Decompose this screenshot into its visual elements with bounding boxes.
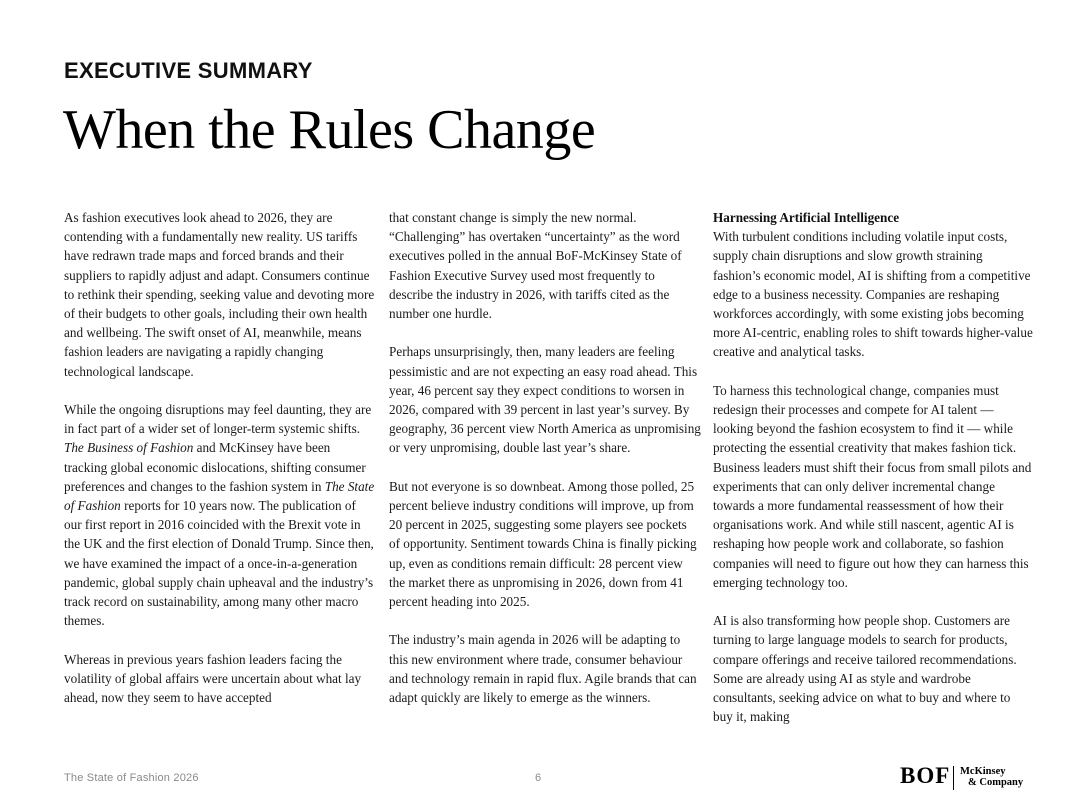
logo-divider [953,766,954,790]
paragraph: The industry’s main agenda in 2026 will be adapting to this new environment where trade, consumer behaviour and technology remain in rapid flux. Agile brands that can adapt quickly are likely to emerge as the winners. [389,632,697,706]
mckinsey-logo-line1: McKinsey [960,766,1006,777]
paragraph: But not everyone is so downbeat. Among those polled, 25 percent believe industry conditions will improve, up from 20 percent in 2025, suggesting some players see pockets of opportunity. Sentiment towards China is finally picking up, even as conditions remain difficult: 28 percent view the market there as unpromising in 2026, down from 41 percent heading into 2025. [389,478,697,610]
text-column-2 [389,208,701,707]
bof-logo: BOF [900,763,951,788]
footer-publication: The State of Fashion 2026 [64,772,199,784]
paragraph: that constant change is simply the new normal. “Challenging” has overtaken “uncertainty” as the word executives polled in the annual BoF-McKinsey State of Fashion Executive Survey used most frequently to describe the industry in 2026, with tariffs cited as the number one hurdle. [389,210,682,322]
mckinsey-logo [960,766,1023,788]
page-number: 6 [535,772,542,784]
text-column-3 [713,208,1033,726]
section-eyebrow: EXECUTIVE SUMMARY [64,58,313,83]
italic-title: The State of Fashion [64,478,375,514]
paragraph: Whereas in previous years fashion leaders facing the volatility of global affairs were uncertain about what lay ahead, now they seem to have accepted [64,651,362,706]
mckinsey-logo-line2: & Company [968,777,1024,788]
section-heading: Harnessing Artificial Intelligence [713,210,900,225]
paragraph [64,400,376,630]
text-run: and McKinsey have been tracking global economic dislocations, shifting consumer preferences and changes to the fashion system in [64,440,366,494]
paragraph: To harness this technological change, companies must redesign their processes and compete for AI talent — looking beyond the fashion ecosystem to find it — while protecting the essential creativity that makes fashion tick. Business leaders must shift their focus from small pilots and experiments that can only deliver incremental change towards a more fundamental reassessment of how their organisations work. And while still nascent, agentic AI is reshaping how people work and collaborate, so fashion companies will need to figure out how they can harness this emerging technology too. [713,382,1032,590]
italic-title: The Business of Fashion [64,440,194,456]
text-column-1 [64,208,376,707]
paragraph: With turbulent conditions including volatile input costs, supply chain disruptions and slow growth straining fashion’s economic model, AI is shifting from a competitive edge to a business necessity. Companies are reshaping workforces accordingly, with some existing jobs becoming more AI-centric, enabling roles to shift towards higher-value creative and analytical tasks. [713,229,1033,360]
paragraph: Perhaps unsurprisingly, then, many leaders are feeling pessimistic and are not expecting an easy road ahead. This year, 46 percent say they expect conditions to worsen in 2026, compared with 39 percent in last year’s survey. By geography, 36 percent view North America as unpromising or very unpromising, double last year’s share. [389,344,701,456]
paragraph: AI is also transforming how people shop. Customers are turning to large language models to search for products, compare offerings and receive tailored recommendations. Some are already using AI as style and wardrobe consultants, seeking advice on what to buy and where to buy it, making [713,613,1017,725]
text-run: reports for 10 years now. The publication of our first report in 2016 coincided with the Brexit vote in the UK and the first election of Donald Trump. Since then, we have examined the impact of a once-in-a-generation pandemic, global supply chain upheaval and the industry’s track record on sustainability, among many other macro themes. [64,498,374,629]
text-run: While the ongoing disruptions may feel daunting, they are in fact part of a wider set of longer-term systemic shifts. [64,402,372,437]
page-title: When the Rules Change [63,99,596,161]
paragraph: As fashion executives look ahead to 2026, they are contending with a fundamentally new reality. US tariffs have redrawn trade maps and forced brands and their suppliers to rapidly adjust and adapt. Consumers continue to rethink their spending, seeking value and devoting more of their budgets to other goals, including their own health and wellbeing. The swift onset of AI, meanwhile, means fashion leaders are navigating a rapidly changing technological landscape. [64,210,375,379]
